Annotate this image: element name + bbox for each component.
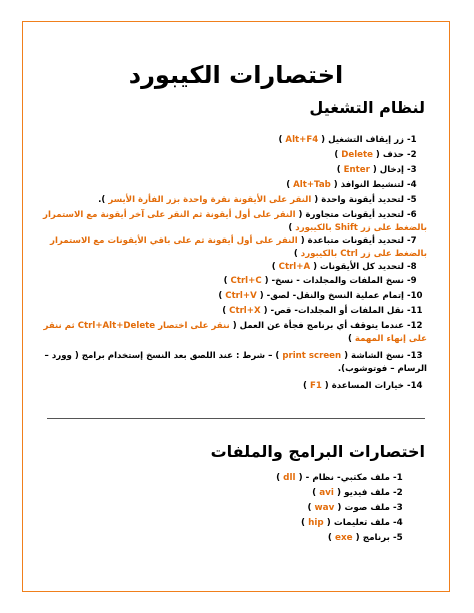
item-text-end: ) <box>278 135 286 145</box>
item-number: -5 <box>407 195 417 205</box>
item-text: ملف تعليمات ( <box>323 518 390 528</box>
item-text-end: ) <box>222 306 230 316</box>
item-text-end: ) <box>347 334 355 344</box>
item-number: -1 <box>407 135 417 145</box>
item-shortcut: Alt+Tab <box>293 180 331 190</box>
os-shortcut-item <box>42 290 427 303</box>
item-shortcut: wav <box>314 503 335 513</box>
os-shortcut-item <box>42 380 427 393</box>
item-number: -11 <box>407 306 423 316</box>
item-text-end: ) <box>334 150 342 160</box>
item-text: ملف صوت ( <box>334 503 390 513</box>
item-text: إتمام عملية النسخ والنقل- لصق- ( <box>256 291 404 301</box>
page-title: اختصارات الكيبورد <box>128 61 344 89</box>
item-number: -3 <box>407 165 417 175</box>
item-number: -4 <box>407 180 417 190</box>
os-shortcut-item <box>42 179 427 192</box>
item-shortcut: exe <box>334 533 353 543</box>
item-number: -9 <box>407 276 417 286</box>
file-extension-item <box>312 487 413 500</box>
os-shortcut-item <box>42 209 427 235</box>
item-number: -13 <box>407 351 423 361</box>
item-number: -2 <box>393 488 403 498</box>
item-shortcut: hip <box>308 518 324 528</box>
item-text: لتحديد كل الأيقونات ( <box>310 262 404 272</box>
os-shortcut-item <box>42 235 427 261</box>
item-text-end: ) <box>303 381 310 391</box>
item-text: لتنشيط النوافذ ( <box>330 180 404 190</box>
item-text-end: ) <box>276 473 284 483</box>
item-number: -1 <box>393 473 403 483</box>
os-shortcut-item <box>42 261 427 274</box>
item-text: لتحديد أيقونات متباعدة ( <box>297 236 404 246</box>
item-number: -5 <box>393 533 403 543</box>
section-divider <box>47 418 425 419</box>
item-number: -7 <box>407 236 417 246</box>
item-shortcut: النقر على الأيقونة نقرة واحدة بزر الفأرة الأيسر <box>108 195 312 205</box>
item-number: -6 <box>407 210 417 220</box>
item-text: لتحديد أيقونات متجاورة ( <box>295 210 404 220</box>
item-number: -10 <box>407 291 423 301</box>
page-frame <box>22 21 450 592</box>
item-text-end: ) <box>218 291 226 301</box>
item-text: زر إيقاف التشغيل ( <box>318 135 404 145</box>
item-text: عندما يتوقف أي برنامج فجأة عن العمل ( <box>229 321 404 331</box>
item-shortcut: F1 <box>309 381 322 391</box>
document-content <box>23 22 449 591</box>
item-shortcut: dll <box>283 473 296 483</box>
item-text: ملف فيديو ( <box>333 488 390 498</box>
item-number: -4 <box>393 518 403 528</box>
item-text-end: ) <box>223 276 231 286</box>
item-number: -12 <box>407 321 423 331</box>
item-text-end: ) <box>336 165 344 175</box>
item-shortcut: Enter <box>343 165 370 175</box>
item-text: حذف ( <box>372 150 404 160</box>
item-number: -3 <box>393 503 403 513</box>
item-text: نسخ الملفات والمجلدات - نسخ- ( <box>261 276 404 286</box>
os-shortcut-item <box>42 275 427 288</box>
item-text-end: ) <box>288 223 296 233</box>
item-text-end: ) <box>293 249 301 259</box>
os-shortcut-item <box>42 320 427 346</box>
item-text-end: ) – شرط : عند اللصق بعد النسخ إستخدام برامج ( وورد – الرسام – فوتوشوب). <box>44 351 427 374</box>
os-shortcut-item <box>42 164 427 177</box>
item-text-end: ) <box>327 533 335 543</box>
item-text: نسخ الشاشة ( <box>341 351 404 361</box>
os-shortcut-item <box>42 134 427 147</box>
item-shortcut: النقر على أول أيقونة ثم النقر على آخر أيقونة مع الاستمرار بالضغط على زر Shift بالكيبورد <box>43 210 427 233</box>
file-extension-item <box>301 517 413 530</box>
item-text: نقل الملفات أو المجلدات- قص- ( <box>260 306 404 316</box>
item-shortcut: Ctrl+C <box>230 276 262 286</box>
item-text: خيارات المساعدة ( <box>321 381 404 391</box>
file-extension-item <box>307 502 413 515</box>
item-text: ملف مكتبي- نظام - ( <box>295 473 390 483</box>
item-shortcut: ننقر على اختصار Ctrl+Alt+Delete ثم ننقر على إنهاء المهمة <box>43 321 427 344</box>
item-shortcut: print screen <box>282 351 342 361</box>
os-shortcut-item <box>42 194 427 207</box>
item-shortcut: Ctrl+A <box>278 262 311 272</box>
file-extension-item <box>328 532 413 545</box>
item-text-end: ) <box>307 503 315 513</box>
item-shortcut: Delete <box>341 150 373 160</box>
item-shortcut: avi <box>319 488 334 498</box>
item-shortcut: Ctrl+V <box>225 291 257 301</box>
os-shortcut-item <box>42 305 427 318</box>
item-shortcut: Ctrl+X <box>229 306 261 316</box>
item-text: برنامج ( <box>352 533 390 543</box>
file-extension-item <box>276 472 413 485</box>
item-text-end: ) <box>286 180 294 190</box>
item-text: إدخال ( <box>369 165 404 175</box>
os-shortcut-item <box>42 149 427 162</box>
item-text-end: ) <box>271 262 279 272</box>
item-number: -14 <box>407 381 423 391</box>
section-heading-os: لنظام التشغيل <box>309 98 425 117</box>
os-shortcut-item <box>42 350 427 376</box>
section-heading-files: اختصارات البرامج والملفات <box>210 442 425 461</box>
item-number: -8 <box>407 262 417 272</box>
item-text: لتحديد أيقونة واحدة ( <box>311 195 404 205</box>
item-text-end: ). <box>98 195 109 205</box>
item-shortcut: النقر على أول أيقونة ثم على باقي الأيقونات مع الاستمرار بالضغط على زر Ctrl بالكيبورد <box>50 236 427 259</box>
item-shortcut: Alt+F4 <box>285 135 319 145</box>
item-number: -2 <box>407 150 417 160</box>
item-text-end: ) <box>312 488 320 498</box>
item-text-end: ) <box>301 518 309 528</box>
